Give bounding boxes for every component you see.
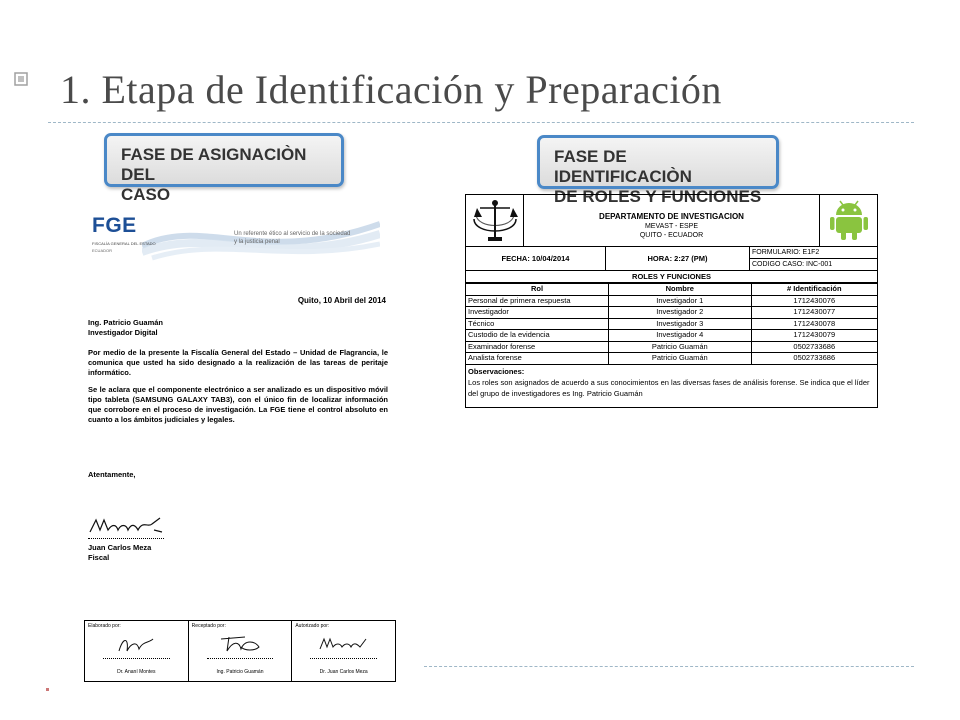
approval-name: Dr. Ananí Montes	[117, 669, 156, 675]
letter-date: Quito, 10 Abril del 2014	[297, 296, 386, 305]
table-row	[466, 330, 877, 342]
cell-rol: Examinador forense	[466, 341, 609, 353]
letter-recipient	[88, 318, 163, 338]
form-header	[466, 195, 877, 247]
roles-title: ROLES Y FUNCIONES	[466, 271, 877, 283]
approval-receptado	[189, 621, 293, 681]
header-rol: Rol	[466, 284, 609, 296]
signature-icon	[111, 633, 161, 655]
cell-id: 1712430078	[751, 318, 877, 330]
roles-form	[465, 194, 878, 408]
justice-scale-icon	[466, 195, 524, 246]
cell-id: 1712430076	[751, 295, 877, 307]
phase-assignment-line1: FASE DE ASIGNACIÒN DEL	[121, 145, 307, 184]
approval-table	[84, 620, 396, 682]
signature-icon	[88, 514, 166, 538]
android-icon	[820, 195, 878, 246]
fge-tagline-line1: Un referente ético al servicio de la sociedad	[234, 231, 351, 237]
signature-line	[88, 538, 164, 539]
assignment-letter	[82, 200, 400, 686]
approval-name: Ing. Patricio Guamán	[216, 669, 264, 675]
cell-id: 1712430077	[751, 307, 877, 319]
approval-label: Elaborado por:	[88, 623, 121, 629]
approval-elaborado	[85, 621, 189, 681]
cell-rol: Personal de primera respuesta	[466, 295, 609, 307]
cell-nombre: Patricio Guamán	[609, 353, 752, 365]
cell-nombre: Investigador 4	[609, 330, 752, 342]
justice-emblem	[466, 195, 524, 246]
slide-marker	[46, 688, 49, 691]
phase-assignment-line2: CASO	[121, 185, 171, 204]
letter-closing: Atentamente,	[88, 470, 136, 479]
fge-logo: FGE	[92, 214, 137, 237]
fge-tagline-line2: y la justicia penal	[234, 239, 280, 245]
table-row	[466, 295, 877, 307]
signer-name: Juan Carlos Meza	[88, 543, 152, 552]
recipient-name: Ing. Patricio Guamán	[88, 318, 164, 327]
table-row	[466, 341, 877, 353]
fge-tagline	[234, 230, 350, 246]
department-sub2: QUITO - ECUADOR	[639, 232, 704, 239]
cell-nombre: Investigador 2	[609, 307, 752, 319]
cell-id: 1712430079	[751, 330, 877, 342]
cell-rol: Analista forense	[466, 353, 609, 365]
signature-icon	[318, 633, 368, 655]
header-nombre: Nombre	[609, 284, 752, 296]
phase-roles-box	[537, 135, 779, 206]
letter-body	[88, 348, 388, 431]
letter-paragraph-1: Por medio de la presente la Fiscalía General del Estado – Unidad de Flagrancia, le comunica que usted ha sido designado a la realización de las tareas de peritaje informático.	[88, 348, 388, 378]
signer-title: Fiscal	[88, 553, 110, 562]
form-hora: HORA: 2:27 (PM)	[606, 247, 750, 270]
cell-rol: Técnico	[466, 318, 609, 330]
cell-rol: Investigador	[466, 307, 609, 319]
observations-text: Los roles son asignados de acuerdo a sus conocimientos en las diversas fases de análisis forense. Se indica que el líder del grupo de investigadores es Ing. Patricio Guamán	[468, 378, 870, 398]
cell-id: 0502733686	[751, 341, 877, 353]
title-separator	[48, 122, 914, 123]
cell-id: 0502733686	[751, 353, 877, 365]
signature-line	[103, 658, 170, 659]
department-title: DEPARTAMENTO DE INVESTIGACION	[599, 212, 744, 221]
fge-logo-subtitle: FISCALÍA GENERAL DEL ESTADO	[92, 241, 156, 246]
phase-assignment-box	[104, 133, 344, 204]
cell-nombre: Patricio Guamán	[609, 341, 752, 353]
form-codigo-caso: CODIGO CASO: INC-001	[752, 260, 833, 268]
form-header-title	[524, 195, 819, 246]
observations	[466, 364, 877, 401]
approval-label: Receptado por:	[191, 623, 226, 629]
phase-roles-line2: DE ROLES Y FUNCIONES	[554, 187, 762, 206]
bullet-square-icon	[14, 72, 28, 86]
letter-paragraph-2: Se le aclara que el componente electrónico a ser analizado es un dispositivo móvil tipo tableta (SAMSUNG GALAXY TAB3), con el único fin de localizar información que corrobore en el proceso de investigación. La FGE tiene el control absoluto en cuanto a los ámbitos judiciales y legales.	[88, 384, 388, 425]
signature-icon	[215, 633, 265, 655]
approval-autorizado	[292, 621, 395, 681]
bottom-separator	[424, 666, 914, 667]
signature-line	[207, 658, 274, 659]
cell-nombre: Investigador 3	[609, 318, 752, 330]
form-fecha: FECHA: 10/04/2014	[466, 247, 606, 270]
roles-table	[466, 283, 877, 365]
form-formulario: FORMULARIO: E1F2	[750, 247, 877, 259]
table-row	[466, 353, 877, 365]
table-header-row	[466, 284, 877, 296]
cell-nombre: Investigador 1	[609, 295, 752, 307]
approval-name: Dr. Juan Carlos Meza	[319, 669, 368, 675]
recipient-title: Investigador Digital	[88, 328, 158, 337]
table-row	[466, 318, 877, 330]
cell-rol: Custodio de la evidencia	[466, 330, 609, 342]
signature-line	[310, 658, 377, 659]
form-date-row	[466, 247, 877, 271]
fge-logo-country: ECUADOR	[92, 248, 113, 253]
header-id: # Identificación	[751, 284, 877, 296]
android-logo	[819, 195, 877, 246]
signer-block	[88, 543, 151, 563]
table-row	[466, 307, 877, 319]
phase-roles-line1: FASE DE IDENTIFICACIÒN	[554, 147, 692, 186]
approval-label: Autorizado por:	[295, 623, 330, 629]
slide-title: 1. Etapa de Identificación y Preparación	[60, 67, 722, 112]
department-sub1: MEVAST - ESPE	[644, 223, 699, 230]
observations-title: Observaciones:	[468, 367, 525, 376]
